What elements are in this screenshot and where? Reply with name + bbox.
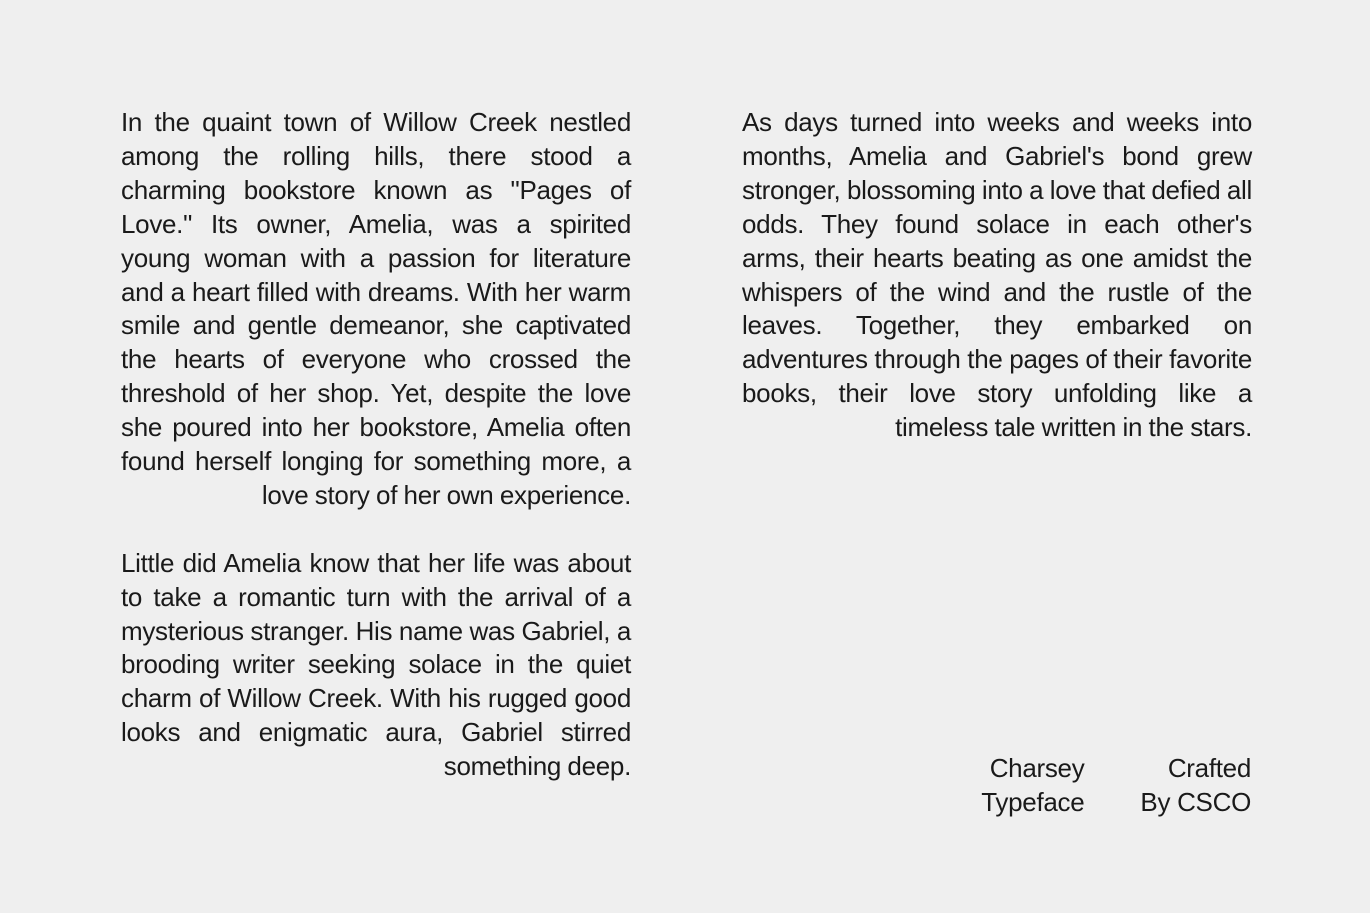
right-text-column: [742, 106, 1252, 445]
crafted-label: Crafted: [1167, 753, 1251, 783]
story-paragraph-3: As days turned into weeks and weeks into months, Amelia and Gabriel's bond grew stronger, blossoming into a love that defied all odds. They found solace in each other's arms, their hearts beating as one amidst the whispers of the wind and the rustle of the leaves. Together, they embarked on adventures through the pages of their favorite books, their love story unfolding like a timeless tale written in the stars.: [742, 107, 1252, 443]
left-text-column: [121, 106, 631, 784]
story-paragraph-1: In the quaint town of Willow Creek nestled among the rolling hills, there stood a charming bookstore known as "Pages of Love." Its owner, Amelia, was a spirited young woman with a passion for literature and a heart filled with dreams. With her warm smile and gentle demeanor, she captivated the hearts of everyone who crossed the threshold of her shop. Yet, despite the love she poured into her bookstore, Amelia often found herself longing for something more, a love story of her own experience.: [121, 107, 631, 510]
credits: [981, 752, 1251, 820]
story-paragraph-2: Little did Amelia know that her life was about to take a romantic turn with the arrival of a mysterious stranger. His name was Gabriel, a brooding writer seeking solace in the quiet charm of Willow Creek. With his rugged good looks and enigmatic aura, Gabriel stirred something deep.: [121, 547, 631, 782]
typeface-credit: [981, 752, 1084, 820]
maker-name: By CSCO: [1140, 786, 1251, 817]
typeface-name: Charsey: [989, 753, 1085, 783]
typeface-label: Typeface: [981, 786, 1085, 817]
maker-credit: [1140, 752, 1251, 820]
